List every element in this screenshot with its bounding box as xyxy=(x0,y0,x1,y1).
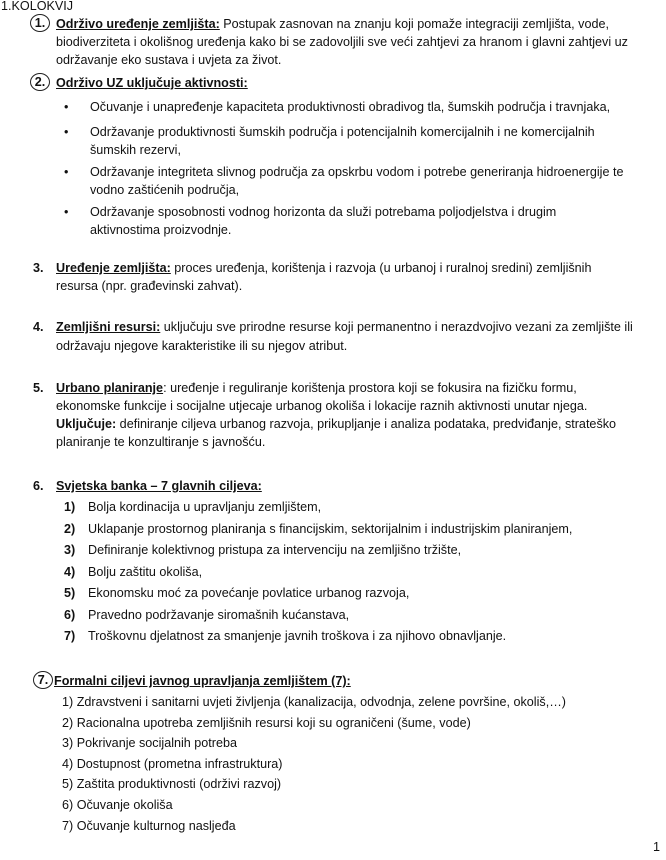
section-2-number: 2. xyxy=(30,73,50,91)
section-1-line-1 xyxy=(56,15,656,33)
section-1-number: 1. xyxy=(30,14,50,32)
bullet-icon: • xyxy=(64,125,69,139)
list-item: 3) Pokrivanje socijalnih potreba xyxy=(62,736,238,751)
section-5-line-4: planiranje te konzultiranje s javnošću. xyxy=(56,435,266,449)
section-1-text-1: Postupak zasnovan na znanju koji pomaže integraciji zemljišta, vode, xyxy=(219,17,609,31)
section-3-number: 3. xyxy=(33,261,44,275)
list-item: 5) Zaštita produktivnosti (održivi razvoj) xyxy=(62,777,282,792)
list-item: • Održavanje integriteta slivnog područja za opskrbu vodom i potrebe generiranja hidroenergije te vodno zaštićenih područja, xyxy=(64,165,624,197)
page-number: 1 xyxy=(652,840,660,854)
section-6-number: 6. xyxy=(33,479,44,493)
list-item: • Očuvanje i unapređenje kapaciteta produktivnosti obradivog tla, šumskih područja i travnjaka, xyxy=(64,100,611,114)
section-5-line-2: ekonomske funkcije i socijalne utjecaje urbanog okoliša i lokacije raznih aktivnosti unutar njega. xyxy=(56,399,588,413)
section-3-line-1: Uređenje zemljišta: proces uređenja, korištenja i razvoja (u urbanoj i ruralnoj sredini) zemljišnih xyxy=(56,261,592,275)
list-item: 4) Dostupnost (prometna infrastruktura) xyxy=(62,756,283,771)
list-item: 2) Uklapanje prostornog planiranja s financijskim, sektorijalnim i industrijskim planiranjem, xyxy=(64,521,573,536)
list-item: • Održavanje produktivnosti šumskih područja i potencijalnih komercijalnih i ne komercijalnih šumskih rezervi, xyxy=(64,125,595,157)
section-4-title: Zemljišni resursi: xyxy=(56,320,161,334)
section-5-subtitle: Uključuje: xyxy=(56,417,117,431)
list-item: 4) Bolju zaštitu okoliša, xyxy=(64,564,203,579)
section-4-number: 4. xyxy=(33,320,44,334)
section-7-number: 7. xyxy=(33,671,53,689)
section-4-line-1: Zemljišni resursi: uključuju sve prirodne resurse koji permanentno i nerazdvojivo vezani za zemljište ili xyxy=(56,320,633,334)
section-2-title: Održivo UZ uključuje aktivnosti: xyxy=(56,76,248,90)
section-7-goal-list xyxy=(62,693,657,837)
section-5-title: Urbano planiranje xyxy=(56,381,164,395)
section-3-line-2: resursa (npr. građevinski zahvat). xyxy=(56,279,243,293)
list-item: 1) Zdravstveni i sanitarni uvjeti življenja (kanalizacija, odvodnja, zelene površine, okoliš,…) xyxy=(62,695,566,709)
section-7-title: Formalni ciljevi javnog upravljanja zemljištem (7): xyxy=(54,674,351,688)
list-item: 3) Definiranje kolektivnog pristupa za intervenciju na zemljišno tržište, xyxy=(64,543,462,557)
section-5-number: 5. xyxy=(33,381,44,395)
list-item: 2) Racionalna upotreba zemljišnih resursi koji su ograničeni (šume, vode) xyxy=(62,715,471,730)
section-6-title: Svjetska banka – 7 glavnih ciljeva: xyxy=(56,479,262,493)
section-5-line-1: Urbano planiranje: uređenje i reguliranje korištenja prostora koji se fokusira na fizičku formu, xyxy=(56,381,577,395)
section-6-goal-list xyxy=(64,498,654,649)
document-header: 1.KOLOKVIJ xyxy=(1,0,74,13)
list-item: 7) Očuvanje kulturnog nasljeđa xyxy=(62,818,236,833)
section-1-text-3: održavanje eko sustava i uvjeta za život. xyxy=(56,53,282,67)
section-1-text-2: biodiverziteta i okolišnog uređenja kako bi se zadovoljili sve veći zahtjevi za hranom i glavni zahtjevi uz xyxy=(56,35,628,49)
list-item: 5) Ekonomsku moć za povećanje povlatice urbanog razvoja, xyxy=(64,586,410,600)
bullet-icon: • xyxy=(64,205,69,219)
section-4-line-2: održavaju njegove karakteristike ili su njegov atribut. xyxy=(56,339,348,353)
bullet-icon: • xyxy=(64,100,69,114)
list-item: 6) Pravedno podržavanje siromašnih kućanstava, xyxy=(64,607,350,622)
section-2-title-row xyxy=(56,74,248,92)
section-7-title-row xyxy=(54,672,351,690)
list-item: 6) Očuvanje okoliša xyxy=(62,797,173,812)
list-item: • Održavanje sposobnosti vodnog horizonta da služi potrebama poljodjelstva i drugim aktivnostima proizvodnje. xyxy=(64,205,557,237)
section-3-title: Uređenje zemljišta: xyxy=(56,261,171,275)
section-6-title-row xyxy=(56,477,262,495)
section-2-bullet-list xyxy=(64,98,664,243)
list-item: 7) Troškovnu djelatnost za smanjenje javnih troškova i za njihovo obnavljanje. xyxy=(64,629,507,643)
section-1-title: Održivo uređenje zemljišta: xyxy=(56,17,220,31)
bullet-icon: • xyxy=(64,165,69,179)
list-item: 1) Bolja kordinacija u upravljanju zemljištem, xyxy=(64,500,322,514)
section-5-line-3: Uključuje: definiranje ciljeva urbanog razvoja, prikupljanje i analiza podataka, predviđanje, strateško xyxy=(56,417,617,431)
